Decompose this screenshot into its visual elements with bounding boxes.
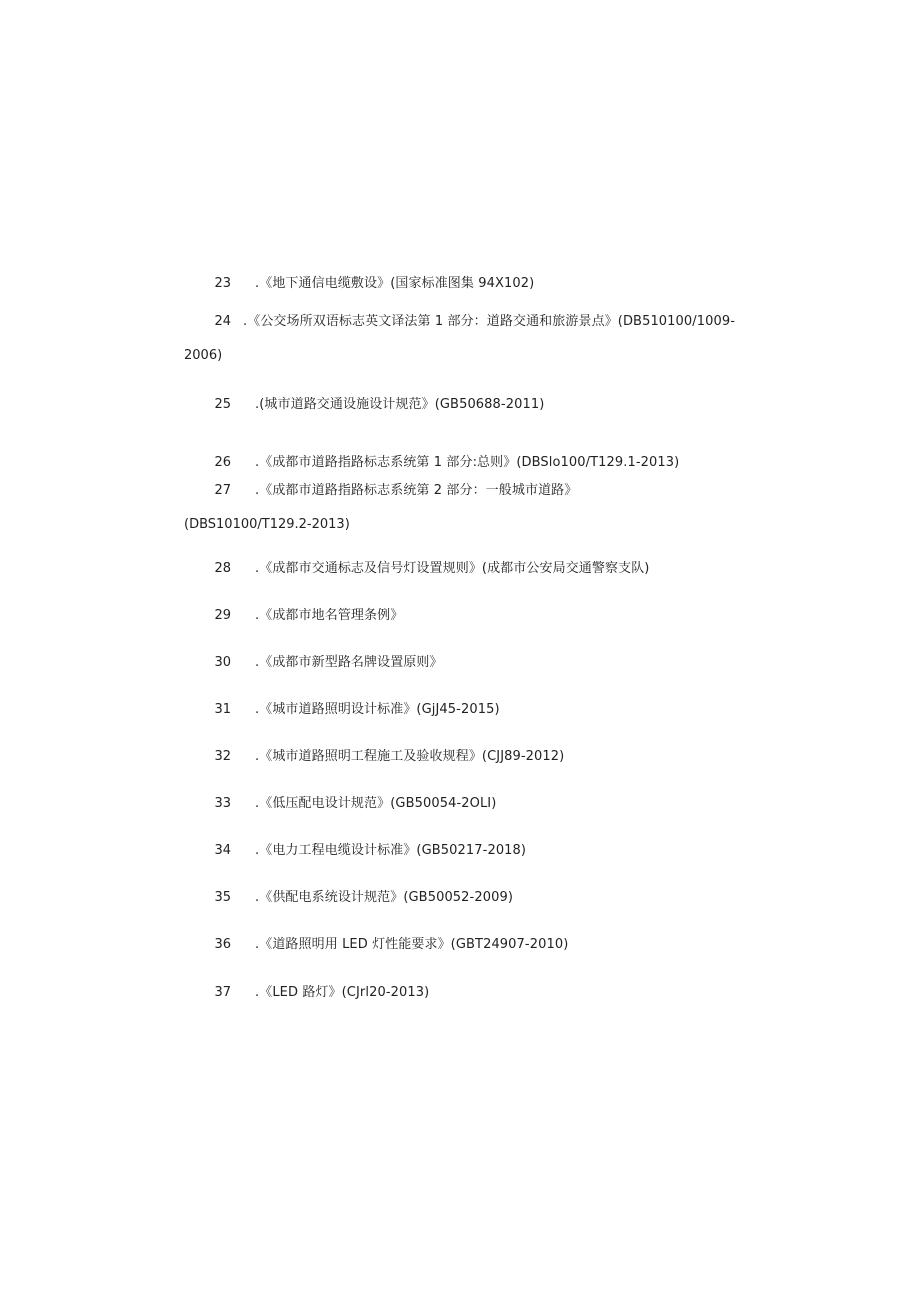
reference-number: 35 <box>214 890 231 905</box>
reference-number: 26 <box>214 455 231 470</box>
reference-text: .(城市道路交通设施设计规范》(GB50688-2011) <box>255 397 545 412</box>
reference-text: .《地下通信电缆敷设》(国家标准图集 94X102) <box>255 276 535 291</box>
reference-continuation: 2006) <box>184 348 223 363</box>
reference-text: .《成都市道路指路标志系统第 2 部分：一般城市道路》 <box>255 483 578 498</box>
reference-text: .《成都市道路指路标志系统第 1 部分:总则》(DBSlo100/T129.1-2013) <box>255 455 680 470</box>
reference-text: .《城市道路照明工程施工及验收规程》(CJJ89-2012) <box>255 749 565 764</box>
reference-text: .《低压配电设计规范》(GB50054-2OLI) <box>255 796 497 811</box>
reference-text: .《公交场所双语标志英文译法第 1 部分：道路交通和旅游景点》(DB510100/1009- <box>243 314 736 329</box>
reference-number: 29 <box>214 608 231 623</box>
reference-number: 36 <box>214 937 231 952</box>
reference-number: 30 <box>214 655 231 670</box>
reference-text: .《成都市交通标志及信号灯设置规则》(成都市公安局交通警察支队) <box>255 561 650 576</box>
reference-number: 31 <box>214 702 231 717</box>
reference-number: 28 <box>214 561 231 576</box>
reference-number: 23 <box>214 276 231 291</box>
reference-number: 37 <box>214 985 231 1000</box>
reference-text: .《城市道路照明设计标准》(GjJ45-2015) <box>255 702 500 717</box>
reference-text: .《道路照明用 LED 灯性能要求》(GBT24907-2010) <box>255 937 569 952</box>
reference-number: 34 <box>214 843 231 858</box>
reference-number: 33 <box>214 796 231 811</box>
reference-number: 32 <box>214 749 231 764</box>
reference-text: .《LED 路灯》(CJrl20-2013) <box>255 985 430 1000</box>
reference-text: .《成都市新型路名牌设置原则》 <box>255 655 443 670</box>
reference-number: 25 <box>214 397 231 412</box>
reference-text: .《供配电系统设计规范》(GB50052-2009) <box>255 890 513 905</box>
reference-number: 24 <box>214 314 231 329</box>
reference-text: .《成都市地名管理条例》 <box>255 608 404 623</box>
reference-text: .《电力工程电缆设计标准》(GB50217-2018) <box>255 843 527 858</box>
reference-continuation: (DBS10100/T129.2-2013) <box>184 517 350 532</box>
reference-number: 27 <box>214 483 231 498</box>
